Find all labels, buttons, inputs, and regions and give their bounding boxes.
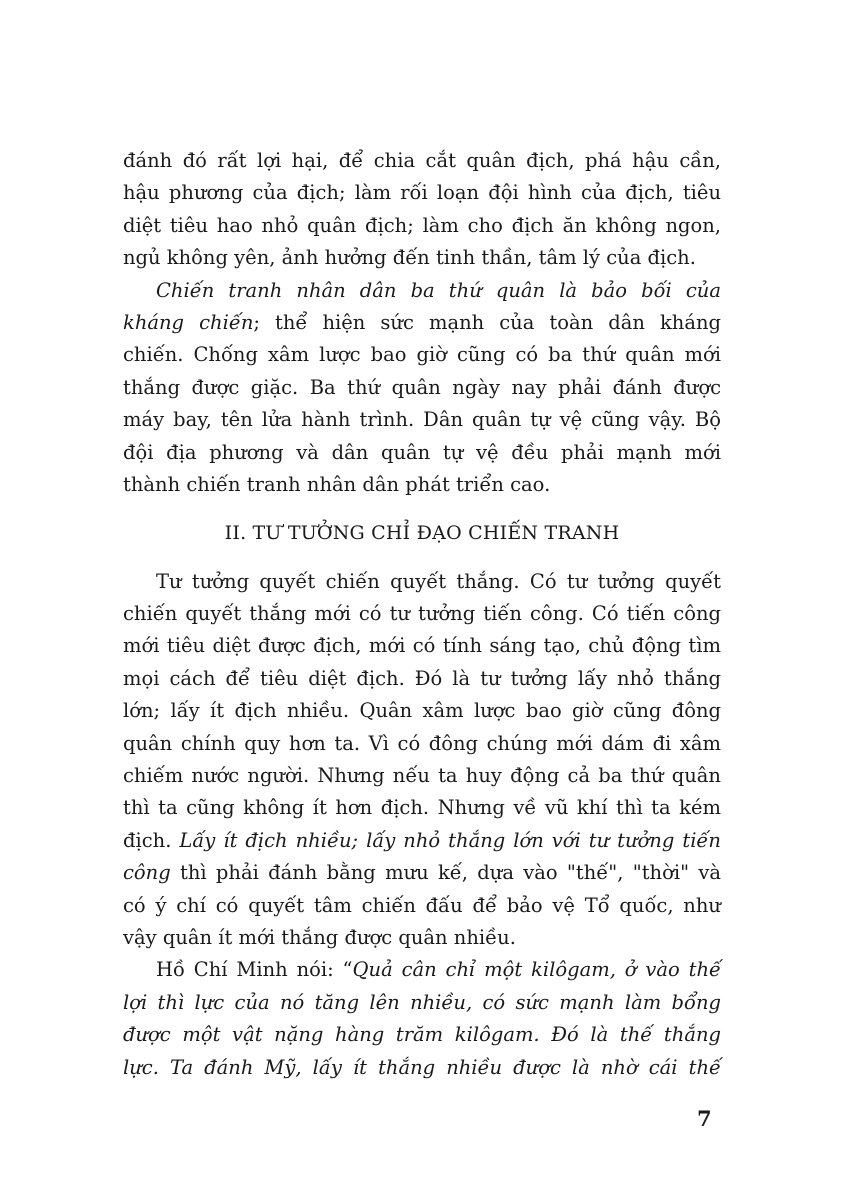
text-line: chiến. Chống xâm lược bao giờ cũng có ba thứ quân mới — [123, 343, 721, 367]
italic-text: lực. Ta đánh Mỹ, lấy ít thắng nhiều được là nhờ cái thế — [123, 1055, 721, 1079]
text-line: mọi cách để tiêu diệt địch. Đó là tư tưởng lấy nhỏ thắng — [123, 666, 721, 690]
text-line — [123, 307, 721, 339]
text-line: thắng được giặc. Ba thứ quân ngày nay phải đánh được — [123, 375, 721, 399]
text-line: vậy quân ít mới thắng được quân nhiều. — [123, 925, 516, 949]
text-run: ; thể hiện sức mạnh của toàn dân kháng — [253, 310, 721, 334]
text-run: Hồ Chí Minh nói: “ — [156, 958, 353, 982]
text-line: quân chính quy hơn ta. Vì có đông chúng mới dám đi xâm — [123, 731, 721, 755]
spacer — [123, 501, 721, 517]
text-line: đánh đó rất lợi hại, để chia cắt quân địch, phá hậu cần, — [123, 149, 721, 172]
text-line: chiến quyết thắng mới có tư tưởng tiến công. Có tiến công — [123, 602, 721, 626]
paragraph-2 — [123, 275, 721, 502]
italic-text: Quả cân chỉ một kilôgam, ở vào thế — [352, 958, 722, 982]
text-line — [123, 1052, 721, 1084]
text-line: thì ta cũng không ít hơn địch. Nhưng về vũ khí thì ta kém — [123, 796, 721, 820]
text-line: mới tiêu diệt được địch, mới có tính sáng tạo, chủ động tìm — [123, 634, 721, 658]
italic-text: Chiến tranh nhân dân ba thứ quân là bảo bối của — [156, 278, 721, 302]
italic-text: lợi thì lực của nó tăng lên nhiều, có sức mạnh làm bổng — [123, 990, 721, 1014]
text-line: có ý chí có quyết tâm chiến đấu để bảo vệ Tổ quốc, như — [123, 893, 721, 917]
italic-text: được một vật nặng hàng trăm kilôgam. Đó là thế thắng — [123, 1023, 721, 1047]
text-run: thì phải đánh bằng mưu kế, dựa vào "thế", "thời" và — [170, 861, 721, 885]
text-line — [123, 954, 721, 986]
text-line — [123, 825, 721, 857]
text-line: lớn; lấy ít địch nhiều. Quân xâm lược bao giờ cũng đông — [123, 699, 721, 723]
text-line — [123, 275, 721, 307]
text-line: đội địa phương và dân quân tự vệ đều phải mạnh mới — [123, 440, 721, 464]
page-number: 7 — [697, 1106, 712, 1131]
spacer — [123, 550, 721, 566]
text-line — [123, 1019, 721, 1051]
text-line: máy bay, tên lửa hành trình. Dân quân tự vệ cũng vậy. Bộ — [123, 408, 721, 432]
text-line: thành chiến tranh nhân dân phát triển cao. — [123, 472, 551, 496]
page-body — [123, 145, 721, 1084]
text-line — [123, 857, 721, 889]
paragraph-3 — [123, 566, 721, 955]
paragraph-1 — [123, 145, 721, 275]
paragraph-4 — [123, 954, 721, 1084]
text-line — [123, 987, 721, 1019]
text-line: chiếm nước người. Nhưng nếu ta huy động cả ba thứ quân — [123, 764, 721, 788]
section-heading: II. TƯ TƯỞNG CHỈ ĐẠO CHIẾN TRANH — [224, 522, 620, 545]
italic-text: công — [123, 861, 171, 885]
italic-text: kháng chiến — [123, 310, 254, 334]
text-line: ngủ không yên, ảnh hưởng đến tinh thần, tâm lý của địch. — [123, 246, 696, 270]
text-line: Tư tưởng quyết chiến quyết thắng. Có tư tưởng quyết — [156, 569, 721, 593]
italic-text: Lấy ít địch nhiều; lấy nhỏ thắng lớn với tư tưởng tiến — [179, 828, 721, 852]
text-line: diệt tiêu hao nhỏ quân địch; làm cho địch ăn không ngon, — [123, 213, 721, 237]
text-run: địch. — [123, 828, 180, 852]
text-line: hậu phương của địch; làm rối loạn đội hình của địch, tiêu — [123, 181, 721, 205]
